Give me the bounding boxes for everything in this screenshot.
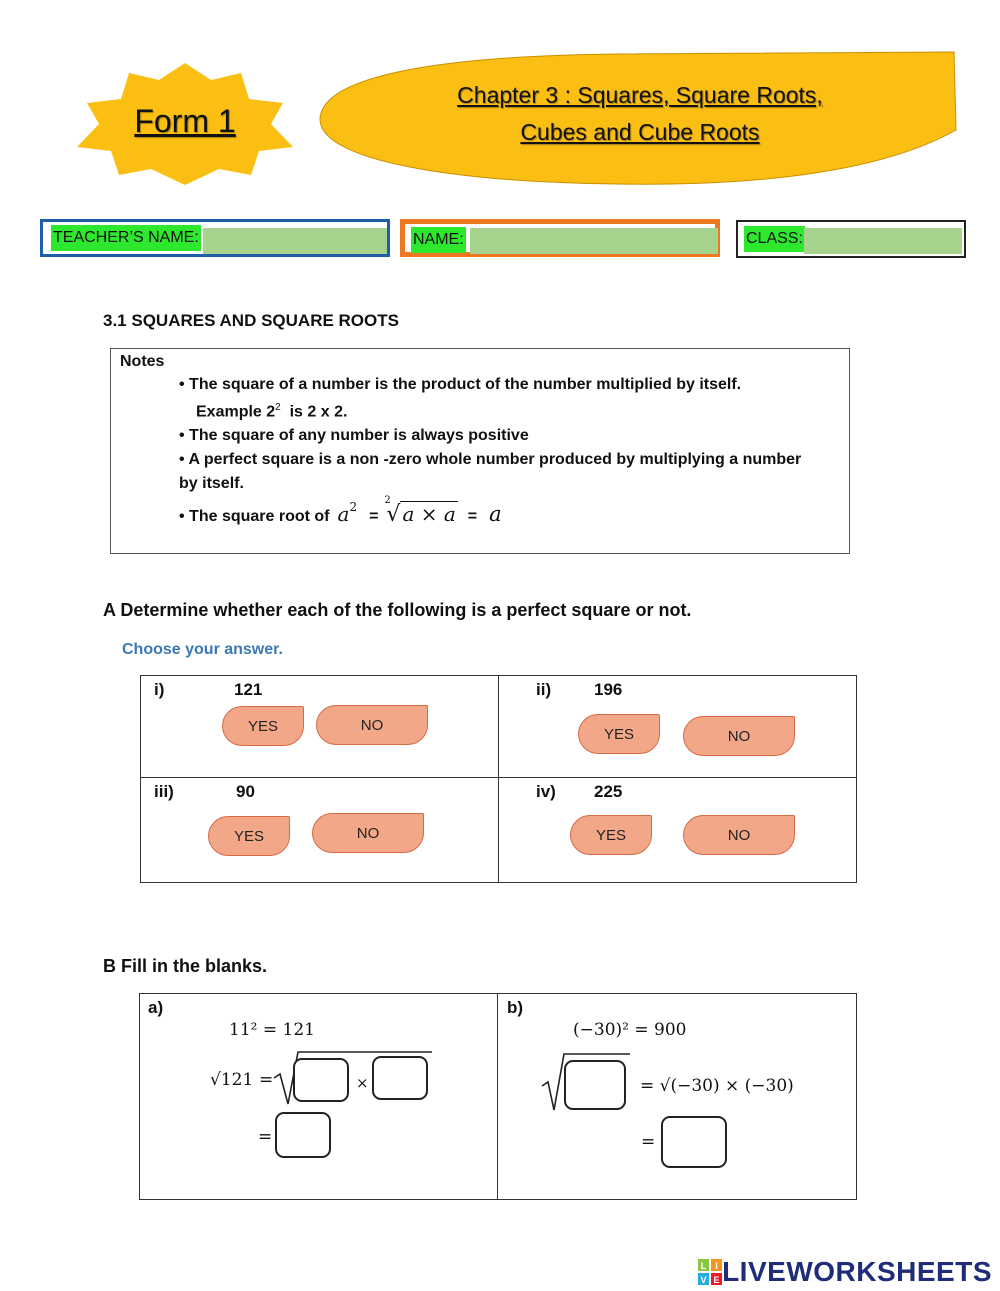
yes-button[interactable]: YES — [222, 706, 304, 746]
question-number: 90 — [236, 782, 255, 801]
multiply-sign: × — [356, 1074, 369, 1092]
question-label: b) — [507, 998, 524, 1017]
example-exponent: 2 — [275, 402, 281, 413]
equals-sign: = — [258, 1127, 273, 1147]
form-label: Form 1 — [134, 103, 236, 139]
notes-heading: Notes — [120, 353, 165, 370]
no-button[interactable]: NO — [683, 716, 795, 756]
chapter-title-line1: Chapter 3 : Squares, Square Roots, — [457, 82, 823, 108]
example-suffix: is 2 x 2. — [289, 403, 348, 421]
question-label: iv) — [536, 782, 556, 801]
equals-sign: = — [259, 1070, 274, 1090]
teacher-name-field — [40, 219, 390, 257]
liveworksheets-logo-icon — [698, 1259, 722, 1285]
note-always-positive: • The square of any number is always positive — [179, 427, 529, 444]
no-button[interactable]: NO — [316, 705, 428, 745]
no-button[interactable]: NO — [683, 815, 795, 855]
chapter-banner-shape — [318, 50, 958, 186]
answer-box[interactable] — [372, 1056, 428, 1100]
teacher-name-input[interactable] — [203, 228, 387, 254]
square-root-text: • The square root of — [179, 508, 330, 525]
chapter-title-line2: Cubes and Cube Roots — [520, 119, 760, 145]
part-b-title: B Fill in the blanks. — [103, 956, 268, 976]
yes-button[interactable]: YES — [570, 815, 652, 855]
no-button[interactable]: NO — [312, 813, 424, 853]
question-label: a) — [148, 998, 164, 1017]
answer-box[interactable] — [564, 1060, 626, 1110]
given-equation: (−30)² = 900 — [573, 1020, 687, 1040]
student-name-field — [400, 219, 720, 257]
question-number: 225 — [594, 782, 623, 801]
answer-box[interactable] — [293, 1058, 349, 1102]
liveworksheets-logo — [698, 1256, 992, 1288]
yes-button[interactable]: YES — [208, 816, 290, 856]
note-square-definition: • The square of a number is the product of the number multiplied by itself. — [179, 376, 742, 393]
equals-sign: = — [641, 1132, 656, 1152]
square-root-lhs: √121 — [210, 1070, 254, 1090]
class-field — [736, 220, 966, 258]
logo-text: LIVEWORKSHEETS — [722, 1256, 992, 1287]
table-divider — [140, 777, 857, 778]
question-label: i) — [154, 680, 165, 699]
equation-rhs: = √(−30) × (−30) — [640, 1076, 794, 1096]
table-divider — [498, 675, 499, 883]
note-perfect-square-line2: by itself. — [179, 475, 244, 492]
part-a-instruction: Choose your answer. — [122, 641, 283, 658]
logo-letter: E — [713, 1275, 720, 1285]
formula-equals-2: = — [467, 508, 478, 525]
name-label: NAME: — [411, 227, 466, 253]
formula-radical — [384, 495, 457, 527]
section-title: 3.1 SQUARES AND SQUARE ROOTS — [103, 311, 399, 330]
question-label: ii) — [536, 680, 552, 699]
notes-box — [110, 348, 850, 554]
class-input[interactable] — [804, 228, 962, 254]
note-square-root-formula — [179, 495, 502, 527]
question-number: 196 — [594, 680, 623, 699]
part-a-title: A Determine whether each of the following is a perfect square or not. — [103, 600, 692, 620]
question-number: 121 — [234, 680, 263, 699]
given-equation: 11² = 121 — [229, 1020, 315, 1040]
yes-button[interactable]: YES — [578, 714, 660, 754]
formula-result: a — [489, 502, 502, 526]
logo-letter: L — [700, 1261, 707, 1271]
answer-box[interactable] — [661, 1116, 727, 1168]
question-label: iii) — [154, 782, 174, 801]
class-label: CLASS: — [744, 226, 805, 252]
logo-letter: V — [700, 1275, 707, 1285]
answer-box[interactable] — [275, 1112, 331, 1158]
note-perfect-square-line1: • A perfect square is a non -zero whole number produced by multiplying a number — [179, 451, 802, 468]
formula-equals: = — [369, 508, 379, 525]
note-example — [196, 402, 347, 421]
formula-exponent: 2 — [349, 500, 358, 514]
radicand: a × a — [402, 502, 456, 526]
example-text: Example 2 — [196, 403, 276, 421]
radical-index: 2 — [384, 495, 391, 506]
table-divider — [497, 993, 498, 1200]
logo-letter: I — [715, 1261, 718, 1271]
name-input[interactable] — [470, 228, 718, 254]
teacher-name-label: TEACHER’S NAME: — [51, 225, 201, 251]
formula-a: a — [337, 502, 350, 526]
radical-sign-icon: √ — [386, 502, 401, 527]
